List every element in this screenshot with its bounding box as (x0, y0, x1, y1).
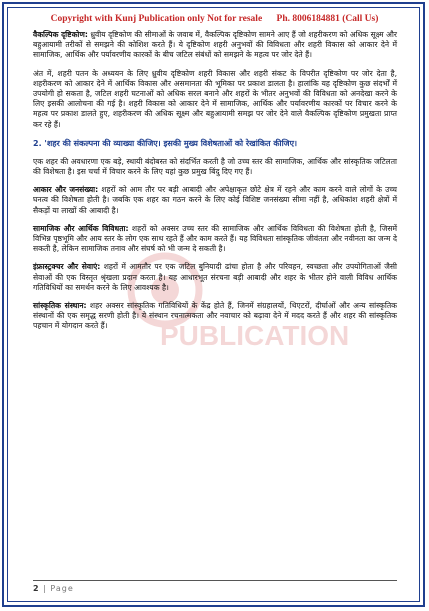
point-paragraph (33, 262, 397, 293)
paragraph-heading: वैकल्पिक दृष्टिकोण: (33, 30, 88, 39)
question-heading: 2. 'शहर की संकल्पना की व्याख्या कीजिए। इसकी मुख्य विशेषताओं को रेखांकित कीजिए। (33, 138, 298, 148)
point-heading: आकार और जनसंख्या: (33, 185, 99, 195)
page-header (0, 14, 429, 24)
intro-paragraph: एक शहर की अवधारणा एक बड़े, स्थायी बंदोबस्त को संदर्भित करती है जो उच्च स्तर की सामाजिक, आर्थिक और सांस्कृतिक जटिलता की विशेषता है। इस चर्चा में विचार करने के लिए यहां कुछ प्रमुख बिंदु दिए गए हैं। (33, 156, 397, 177)
point-heading: इंफ्रास्ट्रक्चर और सेवाएं: (33, 262, 101, 272)
paragraph-text: ध्रुवीय दृष्टिकोण की सीमाओं के जवाब में, वैकल्पिक दृष्टिकोण सामने आए हैं जो शहरीकरण को अधिक सूक्ष्म और बहुआयामी तरीकों से समझने की कोशिश करते हैं। ये दृष्टिकोण शहरी अनुभवों की विविधता और शहरी विकास को आकार देने में सामाजिक, आर्थिक और पर्यावरणीय कारकों के बीच जटिल संबंधों को समझने के महत्व पर जोर देते हैं। (33, 30, 397, 60)
point-paragraph (33, 185, 397, 216)
page-label: Page (50, 584, 74, 593)
point-paragraph (33, 224, 397, 255)
phone-text: Ph. 8006184881 (Call Us) (276, 14, 379, 24)
copyright-text: Copyright with Kunj Publication only Not for resale (50, 14, 263, 24)
footer-separator: | (43, 584, 46, 593)
paragraph (33, 69, 397, 130)
page-number: 2 (33, 584, 39, 593)
point-text: शहरों को आम तौर पर बड़ी आबादी और अपेक्षाकृत छोटे क्षेत्र में रहने और काम करने वाले लोगों के उच्च घनत्व की विशेषता होती है। जबकि एक शहर का गठन करने के लिए कोई विशिष्ट जनसंख्या सीमा नहीं है, अधिकांश शहरी क्षेत्रों में सैकड़ों या लाखों की आबादी है। (33, 185, 397, 215)
watermark-text: PUBLICATION (160, 320, 350, 351)
page-footer (33, 580, 397, 593)
point-paragraph (33, 301, 397, 332)
paragraph (33, 30, 397, 61)
point-text: शहरों में आमतौर पर एक जटिल बुनियादी ढांचा होता है और परिवहन, स्वच्छता और उपयोगिताओं जैसी सेवाओं की एक विस्तृत श्रृंखला प्रदान करता है। यह आधारभूत संरचना बड़ी आबादी और शहर के भीतर होने वाली विविध आर्थिक गतिविधियों का समर्थन करने के लिए आवश्यक है। (33, 262, 397, 292)
paragraph-text: अंत में, शहरी पतन के अध्ययन के लिए ध्रुवीय दृष्टिकोण शहरी विकास और शहरी संकट के विपरीत दृष्टिकोण पर जोर देता है, शहरीकरण को आकार देने में आर्थिक विकास और असमानता की भूमिका पर प्रकाश डालता है। हालांकि यह दृष्टिकोण कुछ संदर्भों में उपयोगी हो सकता है, जटिल शहरी घटनाओं को अधिक सरल बनाने और शहरों के भीतर अनुभवों की विविधता को अनदेखा करने के लिए इसकी आलोचना की गई है। शहरी विकास को आकार देने में सामाजिक, आर्थिक और पर्यावरणीय कारकों पर विचार करने के महत्व पर प्रकाश डालते हुए, शहरीकरण की अधिक सूक्ष्म और बहुआयामी समझ पर जोर देने वाले वैकल्पिक दृष्टिकोण प्रमुखता प्राप्त कर रहे हैं। (33, 68, 397, 129)
document-body (33, 30, 397, 340)
point-heading: सांस्कृतिक संस्थान: (33, 301, 87, 311)
point-text: शहरों को अक्सर उच्च स्तर की सामाजिक और आर्थिक विविधता की विशेषता होती है, जिसमें विभिन्न पृष्ठभूमि और आय स्तर के लोग एक साथ रहते हैं और काम करते हैं। यह विविधता सांस्कृतिक जीवंतता और नवीनता का जन्म दे सकती है, लेकिन सामाजिक तनाव और संघर्ष को भी जन्म दे सकती है। (33, 223, 398, 254)
point-heading: सामाजिक और आर्थिक विविधता: (33, 223, 129, 233)
point-text: शहर अक्सर सांस्कृतिक गतिविधियों के केंद्र होते हैं, जिनमें संग्रहालयों, थिएटरों, दीर्घाओं और अन्य सांस्कृतिक संस्थानों की एक समृद्ध सरणी होती है। ये संस्थान रचनात्मकता और नवाचार को बढ़ावा देने में मदद करते हैं और शहर की सांस्कृतिक पहचान में योगदान करते हैं। (33, 301, 397, 331)
